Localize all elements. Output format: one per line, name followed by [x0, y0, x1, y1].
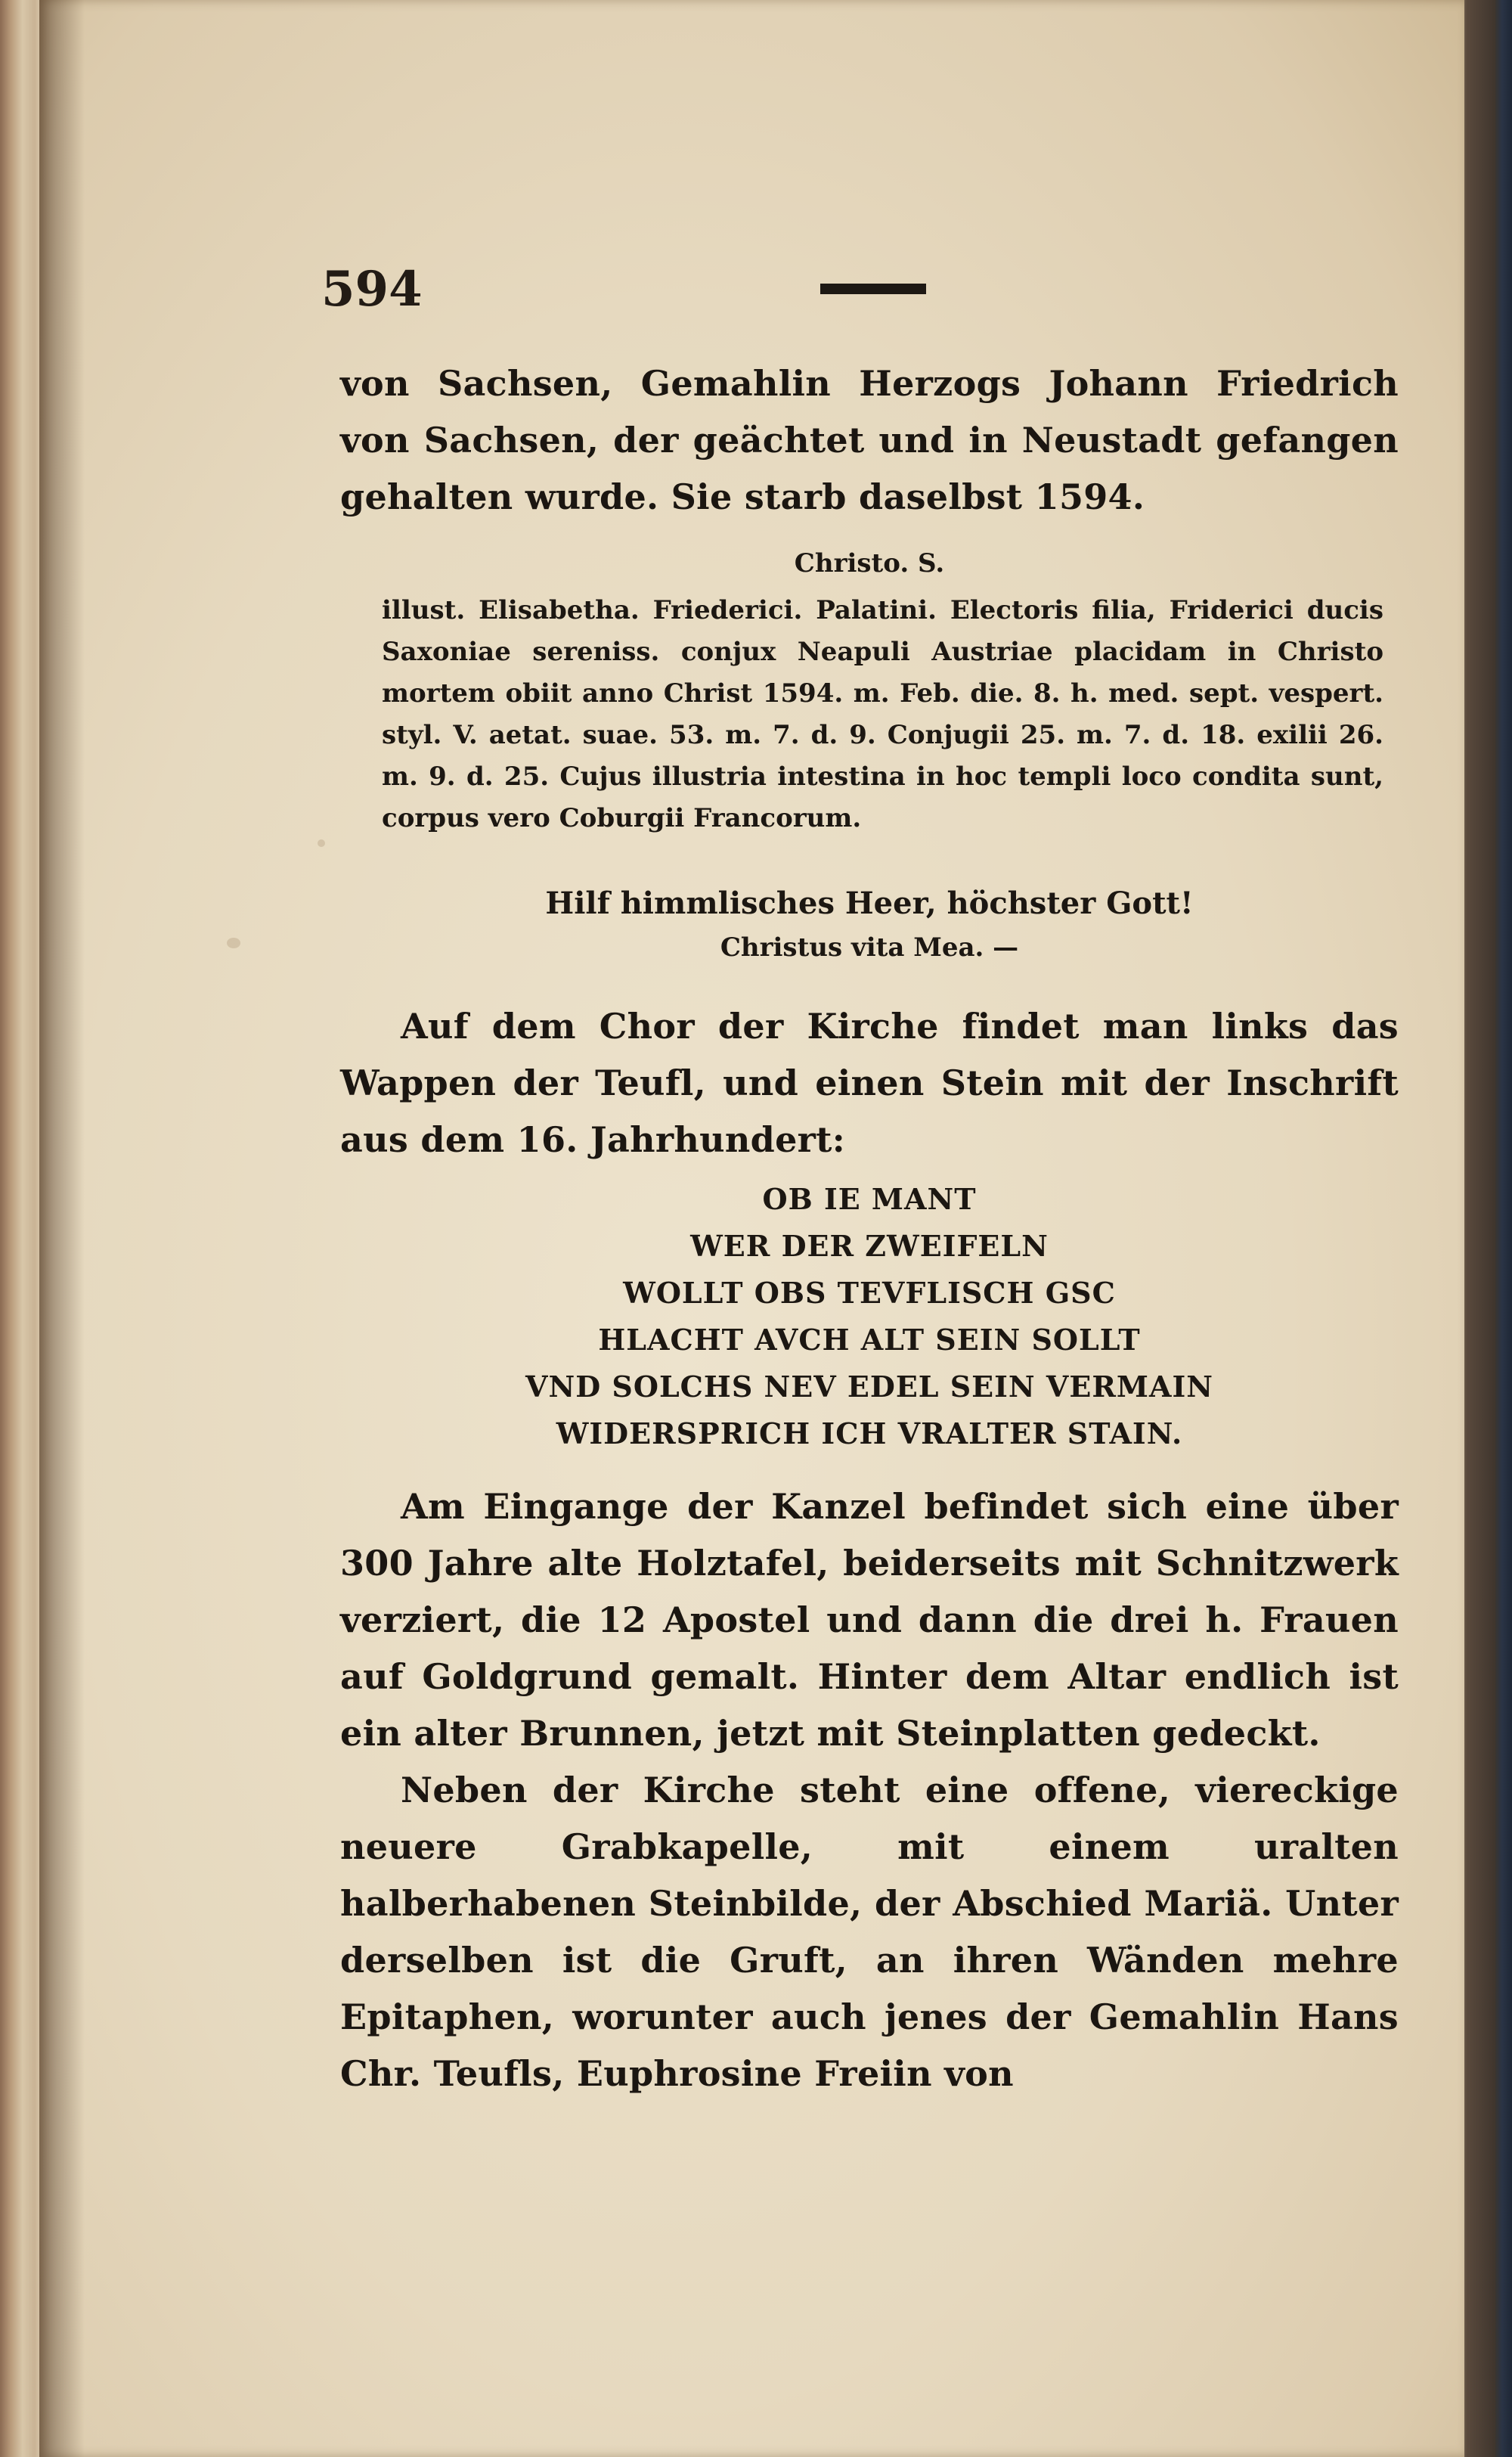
paragraph-chapel: Neben der Kirche steht eine offene, viereckige neuere Grabkapelle, mit einem uralten halberhabenen Steinbilde, der Abschied Mariä. Unter derselben ist die Gruft, an ihren Wänden mehre Epitaphen, worunter auch jenes der Gemahlin Hans Chr. Teufls, Euphrosine Freiin von: [340, 1770, 1399, 2094]
inscription-line: WOLLT OBS TEVFLISCH GSC: [623, 1276, 1116, 1310]
header-rule: [820, 284, 926, 294]
paper-stain: [318, 839, 325, 847]
paragraph-choir: Auf dem Chor der Kirche findet man links das Wappen der Teufl, und einen Stein mit der Inschrift aus dem 16. Jahrhundert:: [340, 1006, 1399, 1160]
page-number: 594: [321, 261, 423, 318]
book-cover-edge: [1495, 0, 1512, 2457]
epitaph-motto-german: Hilf himmlisches Heer, höchster Gott!: [545, 886, 1194, 921]
inscription-line: VND SOLCHS NEV EDEL SEIN VERMAIN: [525, 1370, 1213, 1404]
epitaph-motto-latin: Christus vita Mea. —: [720, 932, 1019, 963]
epitaph-heading: Christo. S.: [794, 548, 945, 579]
inscription-line: WIDERSPRICH ICH VRALTER STAIN.: [556, 1416, 1183, 1450]
paragraph-continuation: von Sachsen, Gemahlin Herzogs Johann Friedrich von Sachsen, der geächtet und in Neustadt gefangen gehalten wurde. Sie starb daselbst 1594.: [340, 363, 1399, 517]
paper-stain: [227, 938, 240, 948]
inscription-line: WER DER ZWEIFELN: [690, 1229, 1049, 1263]
page-gutter-shadow: [39, 0, 85, 2457]
epitaph-latin-text: illust. Elisabetha. Friederici. Palatini. Electoris filia, Friderici ducis Saxoniae sereniss. conjux Neapuli Austriae placidam in Christo mortem obiit anno Christ 1594. m. Feb. die. 8. h. med. sept. vespert. styl. V. aetat. suae. 53. m. 7. d. 9. Conjugii 25. m. 7. d. 18. exilii 26. m. 9. d. 25. Cujus illustria intestina in hoc templi loco condita sunt, corpus vero Coburgii Francorum.: [382, 595, 1383, 833]
inscription-line: OB IE MANT: [762, 1182, 977, 1216]
inscription-line: HLACHT AVCH ALT SEIN SOLLT: [598, 1323, 1141, 1357]
paragraph-pulpit: Am Eingange der Kanzel befindet sich eine über 300 Jahre alte Holztafel, beiderseits mit Schnitzwerk verziert, die 12 Apostel und dann die drei h. Frauen auf Goldgrund gemalt. Hinter dem Altar endlich ist ein alter Brunnen, jetzt mit Steinplatten gedeckt.: [340, 1486, 1399, 1754]
